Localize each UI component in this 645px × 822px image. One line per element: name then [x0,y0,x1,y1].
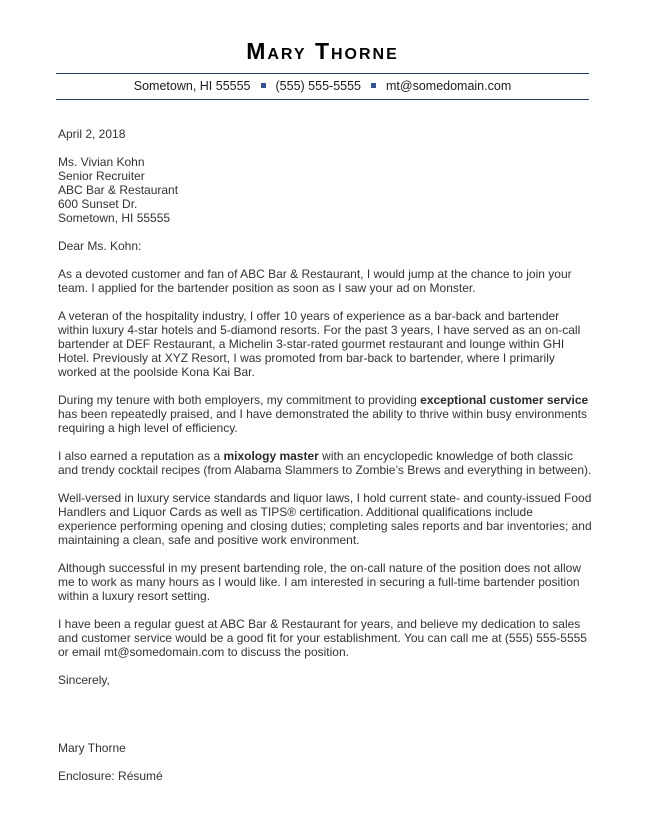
letter-paragraph [58,267,592,295]
bold-text: exceptional customer service [420,392,589,407]
contact-bar [56,73,589,100]
page-title: Mary Thorne [246,38,399,64]
recipient-line: 600 Sunset Dr. [58,196,138,211]
letter-date: April 2, 2018 [58,126,126,141]
letter-paragraph [58,449,592,477]
paragraph-text: I have been a regular guest at ABC Bar & Restaurant for years, and believe my dedication to sales and customer service would be a good fit for your establishment. You can call me at (555) 555-5555 or email mt@somedomain.com to discuss the position. [58,616,587,659]
paragraph-text: Although successful in my present bartending role, the on-call nature of the position does not allow me to work as many hours as I would like. I am interested in securing a full-time bartender position within a luxury resort setting. [58,560,581,603]
paragraph-text: During my tenure with both employers, my commitment to providing [58,392,421,407]
letter-paragraph [58,561,592,603]
letter-paragraph [58,309,592,379]
paragraph-text: As a devoted customer and fan of ABC Bar & Restaurant, I would jump at the chance to join your team. I applied for the bartender position as soon as I saw your ad on Monster. [58,266,572,295]
letter-paragraph [58,491,592,547]
paragraph-text: A veteran of the hospitality industry, I offer 10 years of experience as a bar-back and bartender within luxury 4-star hotels and 5-diamond resorts. For the past 3 years, I have served as an on-call bartender at DEF Restaurant, a Michelin 3-star-rated gourmet restaurant and lounge within GHI Hotel. Previously at XYZ Resort, I was promoted from bar-back to bartender, where I primarily worked at the poolside Kona Kai Bar. [58,308,581,379]
contact-phone: (555) 555-5555 [275,78,361,93]
square-bullet-icon [261,83,266,88]
paragraph-text: with an encyclopedic knowledge of both classic and trendy cocktail recipes (from Alabama Slammers to Zombie’s Brews and everything in between). [58,448,592,477]
bold-text: mixology master [223,448,319,463]
letter-paragraph [58,393,592,435]
paragraph-text: has been repeatedly praised, and I have demonstrated the ability to thrive within busy environments requiring a high level of efficiency. [58,406,587,435]
recipient-line: Sometown, HI 55555 [58,210,171,225]
paragraph-text: I also earned a reputation as a [58,448,224,463]
recipient-line: Ms. Vivian Kohn [58,154,145,169]
recipient-line: ABC Bar & Restaurant [58,182,179,197]
enclosure-note: Enclosure: Résumé [58,768,163,783]
contact-location: Sometown, HI 55555 [133,78,251,93]
contact-email: mt@somedomain.com [386,78,512,93]
signature-name: Mary Thorne [58,740,126,755]
closing: Sincerely, [58,672,110,687]
square-bullet-icon [371,83,376,88]
recipient-line: Senior Recruiter [58,168,145,183]
letter-paragraph [58,617,592,659]
letter-paragraphs [58,267,592,659]
paragraph-text: Well-versed in luxury service standards and liquor laws, I hold current state- and county-issued Food Handlers and Liquor Cards as well as TIPS® certification. Additional qualifications include experience performing opening and closing duties; completing sales reports and bar inventories; and maintaining a clean, safe and positive work environment. [58,490,592,547]
salutation: Dear Ms. Kohn: [58,238,142,253]
letter-header [0,0,645,100]
letter-body [0,100,645,783]
recipient-address [58,155,592,225]
